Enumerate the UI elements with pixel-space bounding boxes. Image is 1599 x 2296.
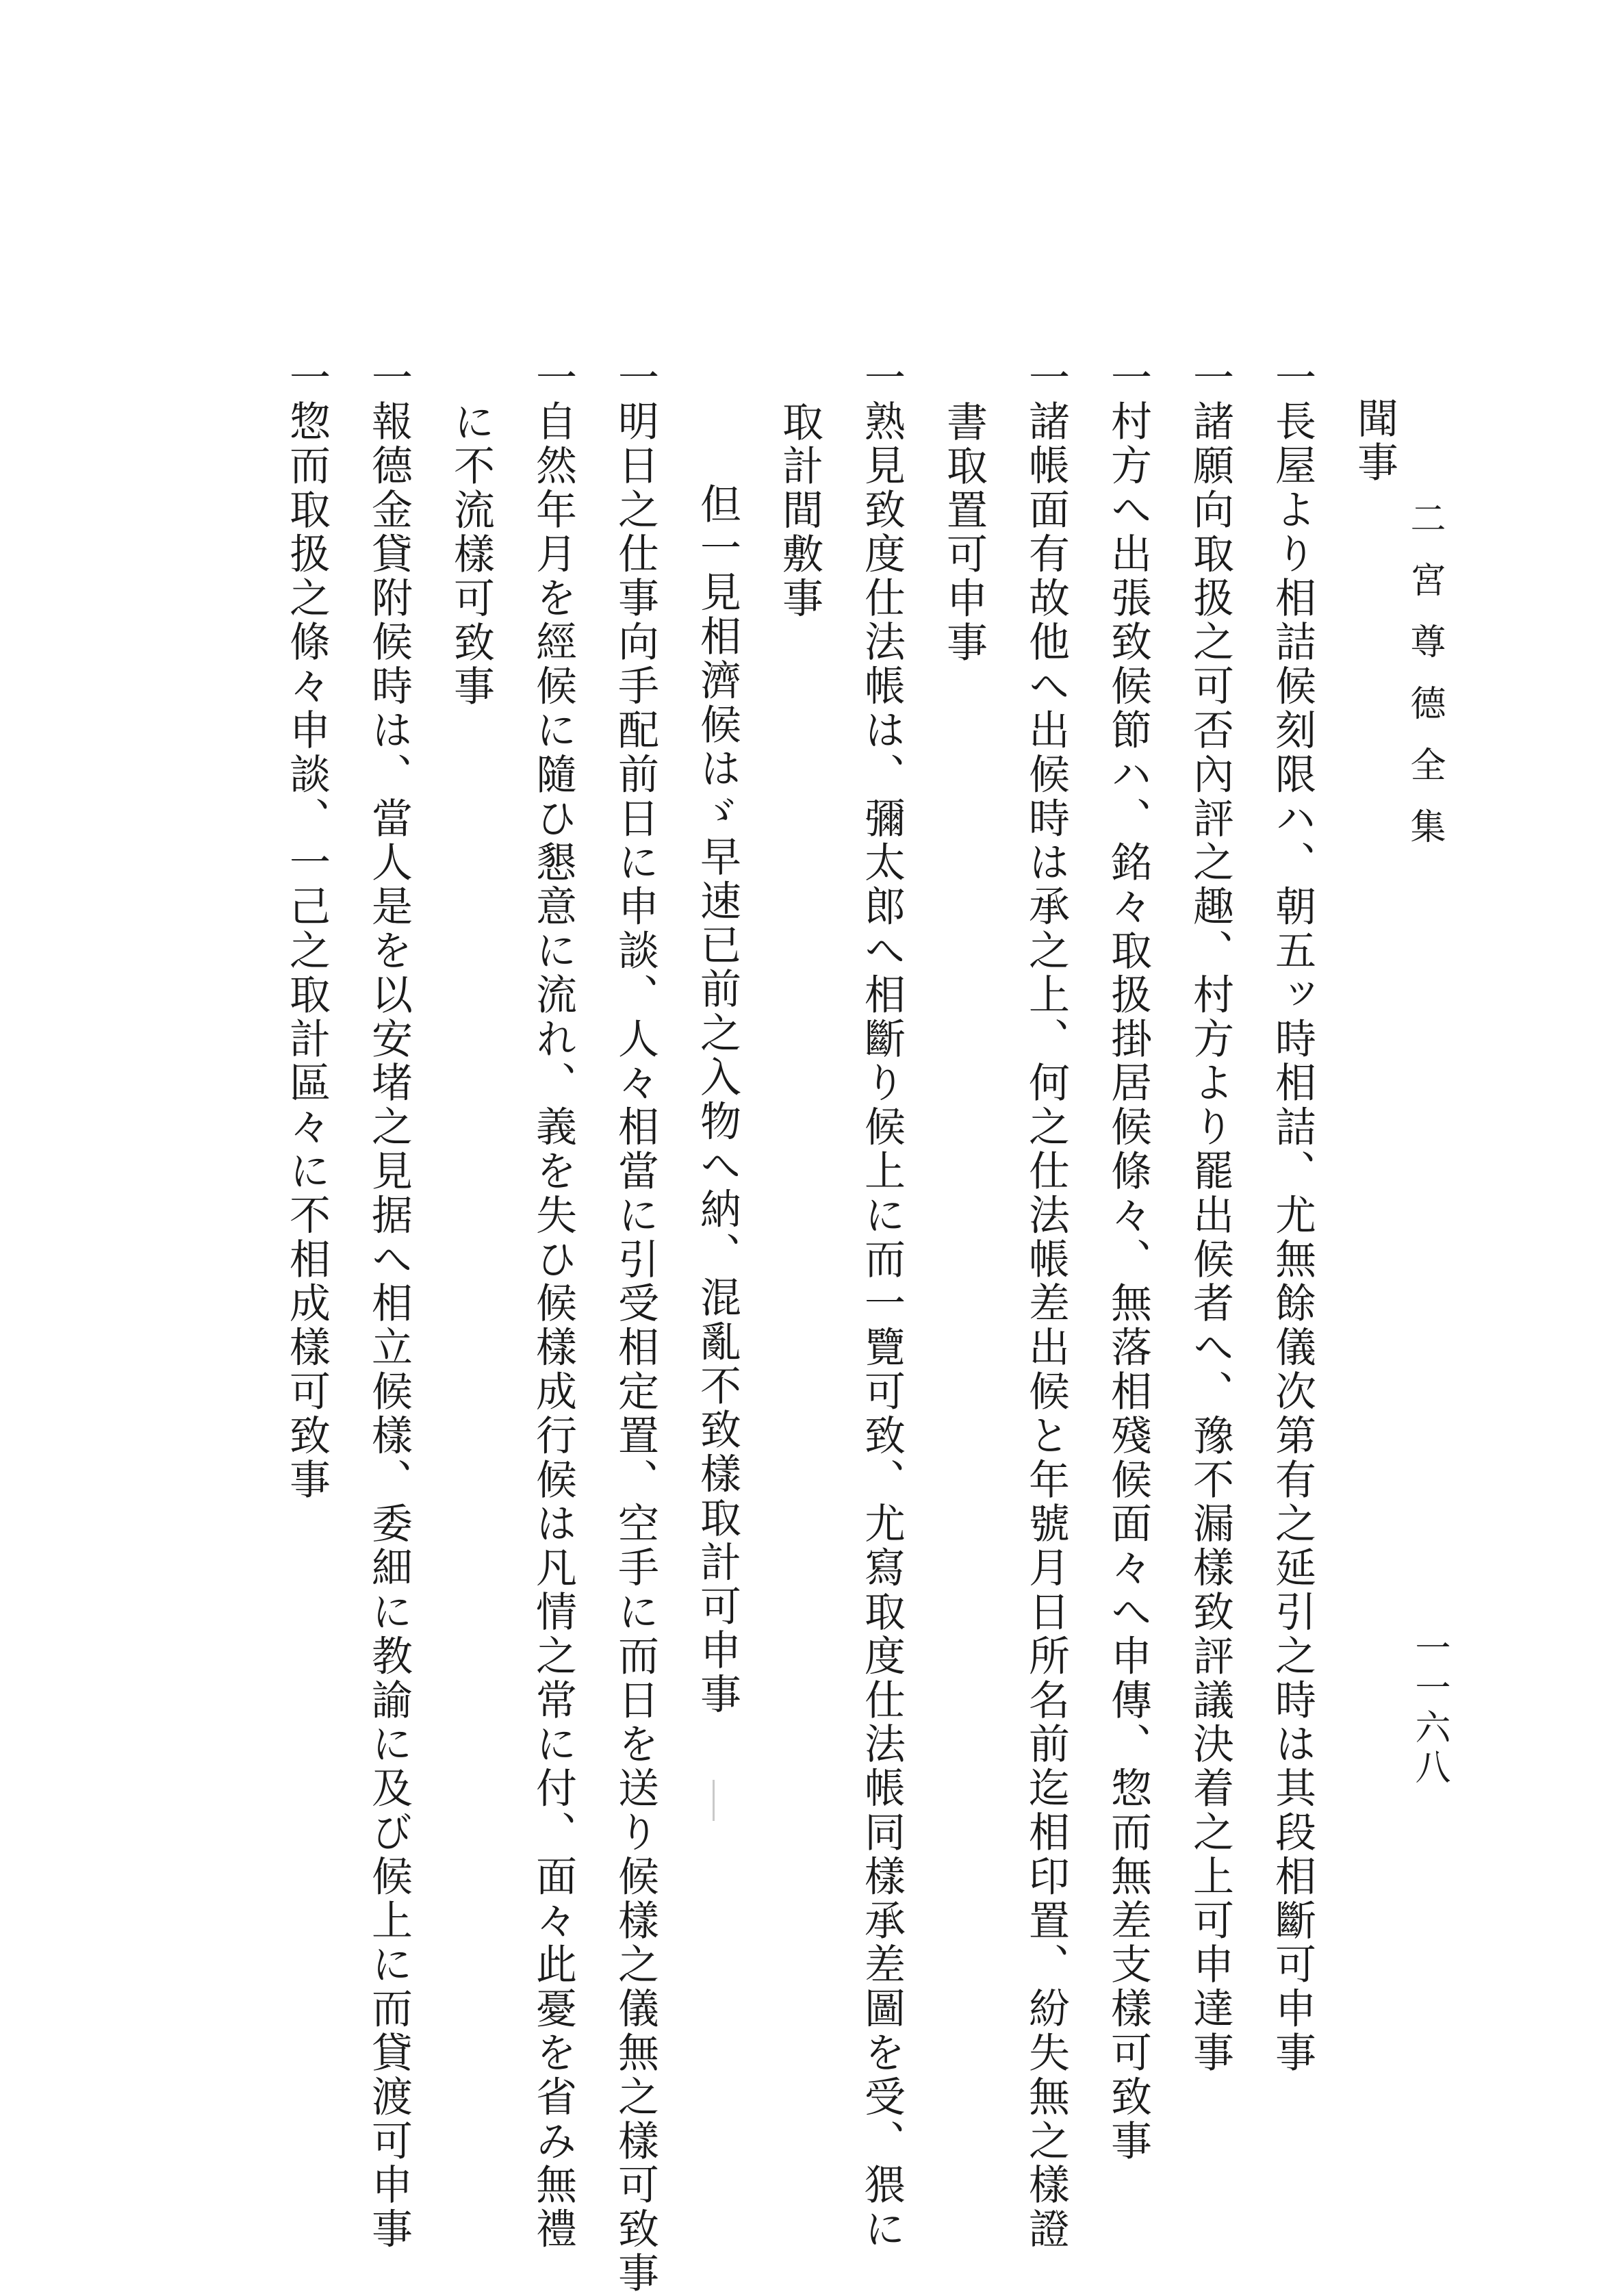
text-column: 一村方へ出張致候節ハ、銘々取扱掛居候條々、無落相殘候面々へ申傳、惣而無差支樣可致事 — [1104, 356, 1152, 2164]
running-title: 二宮尊德全集 — [1404, 500, 1445, 869]
text-column: 一自然年月を經候に隨ひ懇意に流れ、義を失ひ候樣成行候は凡情之常に付、面々此憂を省み無禮 — [529, 356, 577, 2252]
text-column: 但一見相濟候はゞ早速已前之入物へ納、混亂不致樣取計可申事 — [693, 483, 741, 1718]
text-column: 一明日之仕事向手配前日に申談、人々相當に引受相定置、空手に而日を送り候樣之儀無之樣可致事 — [611, 356, 659, 2296]
text-column: 取計間敷事 — [776, 400, 823, 621]
text-column: 聞事 — [1351, 397, 1398, 485]
text-column: 一報德金貸附候時は、當人是を以安堵之見据へ相立候樣、委細に教諭に及び候上に而貸渡可申事 — [365, 356, 413, 2252]
text-column: 一諸願向取扱之可否內評之趣、村方より罷出候者へ、豫不漏樣致評議決着之上可申達事 — [1186, 356, 1234, 2076]
text-column: 一長屋より相詰候刻限ハ、朝五ッ時相詰、尤無餘儀次第有之延引之時は其段相斷可申事 — [1268, 356, 1316, 2076]
scan-speck — [713, 1780, 715, 1821]
text-column: 一熟見致度仕法帳は、彌太郎へ相斷り候上に而一覽可致、尤寫取度仕法帳同樣承差圖を受、猥に — [858, 356, 906, 2252]
page-number: 一一六八 — [1409, 1629, 1450, 1788]
text-column: に不流樣可致事 — [447, 400, 495, 709]
text-column: 書取置可申事 — [940, 400, 988, 665]
text-column: 一惣而取扱之條々申談、一己之取計區々に不相成樣可致事 — [283, 356, 331, 1503]
text-column: 一諸帳面有故他へ出候時は承之上、何之仕法帳差出候と年號月日所名前迄相印置、紛失無之樣證 — [1022, 356, 1070, 2252]
